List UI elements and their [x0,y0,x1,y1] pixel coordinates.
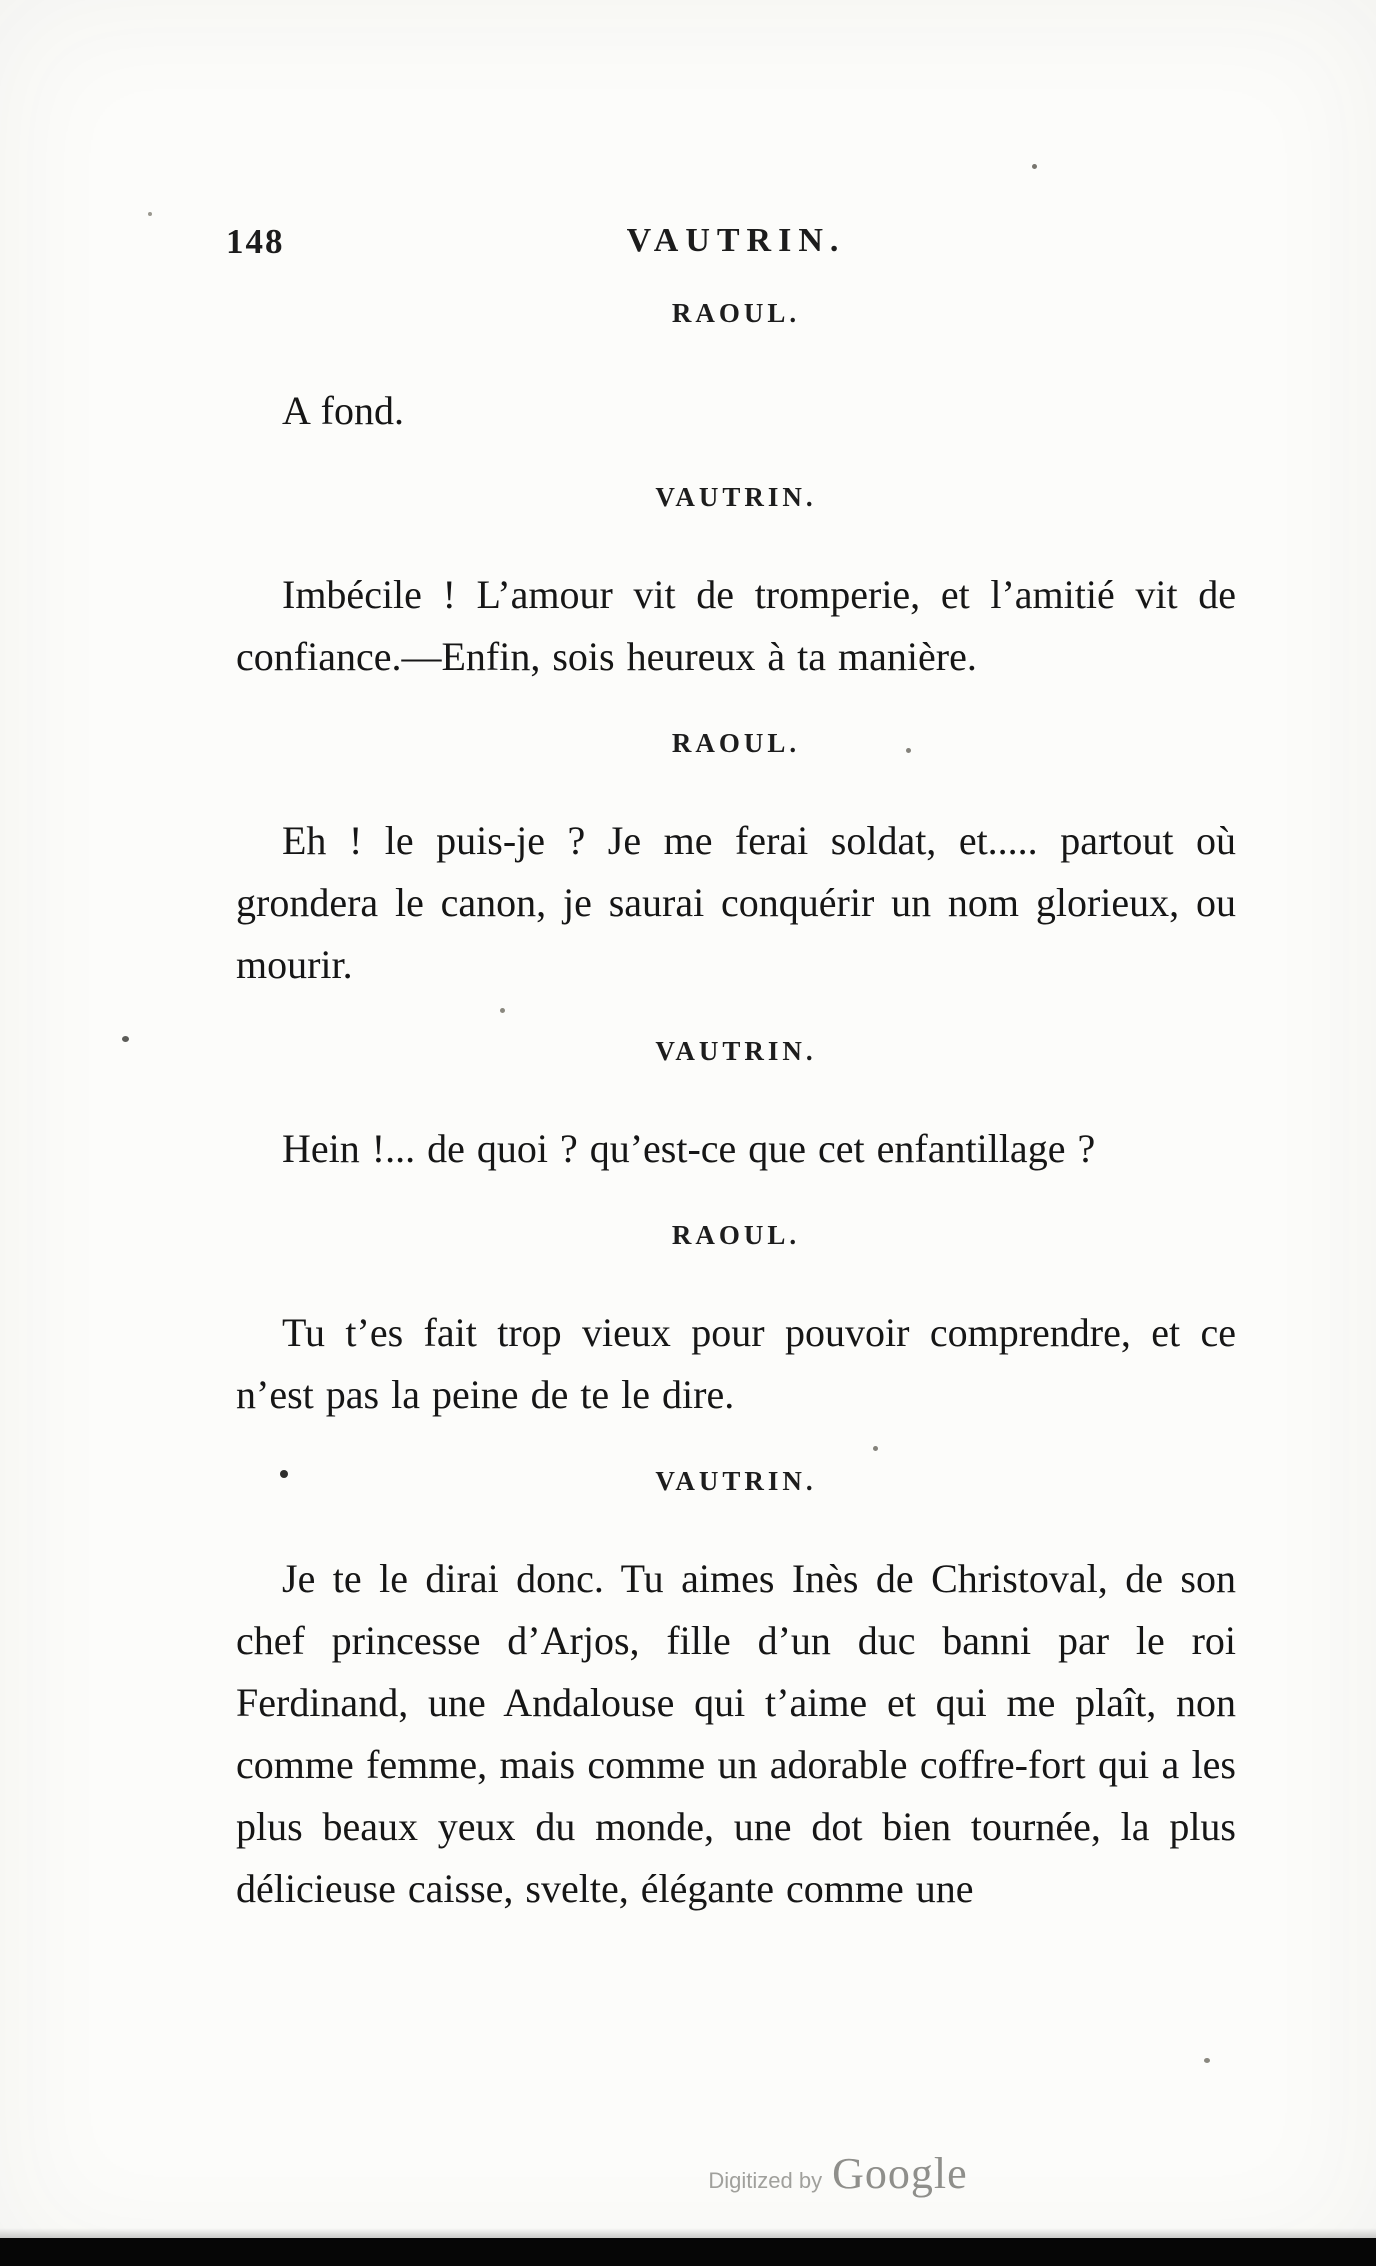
dialogue-paragraph: Je te le dirai donc. Tu aimes Inès de Christoval, de son chef princesse d’Arjos, fille d’un duc banni par le roi Ferdinand, une Andalouse qui t’aime et qui me plaît, non comme femme, mais comme un adorable coffre-fort qui a les plus beaux yeux du monde, une dot bien tournée, la plus délicieuse caisse, svelte, élégante comme une [236,1556,1236,1911]
dialogue-paragraph: A fond. [282,388,404,433]
speaker-heading-raoul: RAOUL. [671,1220,801,1250]
ink-speck [873,1446,878,1451]
dialogue-text-block [236,296,1236,1920]
scan-edge-bar [0,2238,1376,2266]
speaker-heading-raoul: RAOUL. [671,728,801,758]
ink-speck [1032,164,1037,169]
speaker-heading-vautrin: VAUTRIN. [655,482,817,512]
speaker-heading-raoul: RAOUL. [671,298,801,328]
ink-speck [280,1470,288,1478]
dialogue-paragraph: Imbécile ! L’amour vit de tromperie, et l’amitié vit de confiance.—Enfin, sois heureux à ta manière. [236,572,1236,679]
scan-edge-shadow [0,2228,1376,2238]
speaker-heading-vautrin: VAUTRIN. [655,1036,817,1066]
ink-speck [1204,2058,1210,2063]
dialogue-paragraph: Tu t’es fait trop vieux pour pouvoir comprendre, et ce n’est pas la peine de te le dire. [236,1310,1236,1417]
ink-speck [122,1036,129,1042]
page-number: 148 [226,222,285,261]
page-header [226,222,1236,266]
ink-speck [148,212,152,216]
dialogue-paragraph: Eh ! le puis-je ? Je me ferai soldat, et..... partout où grondera le canon, je saurai conquérir un nom glorieux, ou mourir. [236,818,1236,987]
dialogue-paragraph: Hein !... de quoi ? qu’est-ce que cet enfantillage ? [282,1126,1096,1171]
digitized-by-label: Digitized by [708,2168,823,2193]
running-head-title: VAUTRIN. [626,222,846,259]
ink-speck [500,1008,505,1013]
ink-speck [906,748,911,753]
speaker-heading-vautrin: VAUTRIN. [655,1466,817,1496]
google-digitization-watermark [0,2148,1376,2199]
google-logo: Google [832,2149,968,2198]
